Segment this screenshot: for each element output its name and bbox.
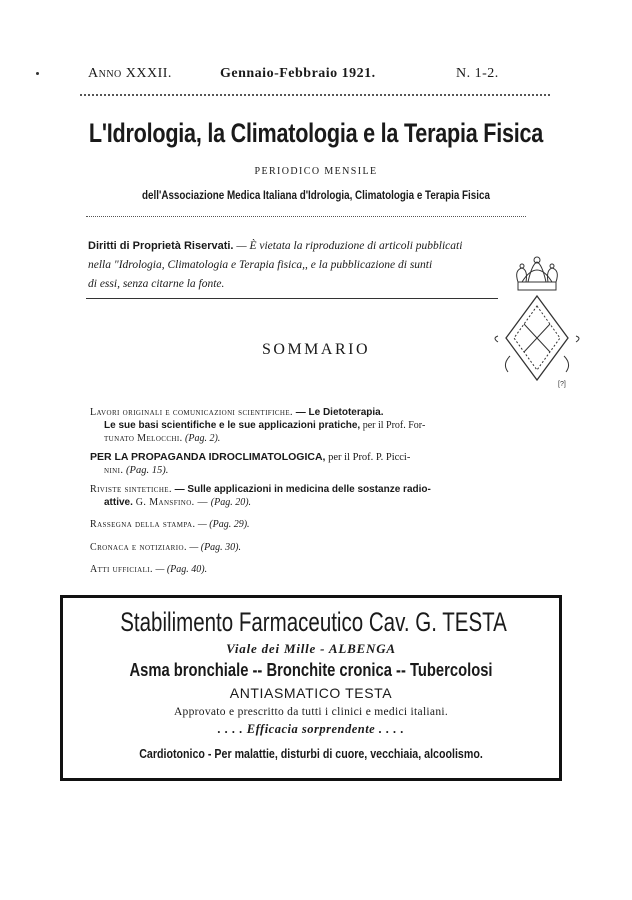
journal-title: L'Idrologia, la Climatologia e la Terapia Fisica	[88, 118, 544, 148]
toc-section: PER LA PROPAGANDA IDROCLIMATOLOGICA,	[90, 451, 326, 463]
rights-label: Diritti di Proprietà Riservati.	[88, 240, 234, 252]
rights-divider	[86, 298, 498, 299]
volume-year: Anno XXXII.	[88, 66, 172, 81]
toc-entry-4	[90, 518, 250, 531]
toc-page: (Pag. 15).	[126, 465, 169, 476]
issue-number: N. 1-2.	[456, 66, 499, 81]
rights-text-2: nella "Idrologia, Climatologia e Terapia fisica,, e la pubblicazione di sunti	[88, 259, 433, 271]
toc-section: Atti ufficiali.	[90, 564, 153, 575]
toc-page: — (Pag. 40).	[152, 564, 208, 575]
toc-article-subtitle: attive.	[104, 497, 133, 508]
ink-speck	[36, 72, 39, 75]
association-line: dell'Associazione Medica Italiana d'Idrologia, Climatologia e Terapia Fisica	[142, 188, 490, 202]
toc-section: Cronaca e notiziario.	[90, 542, 187, 553]
ad-address: Viale dei Mille - ALBENGA	[226, 641, 396, 656]
ad-approval: Approvato e prescritto da tutti i clinici e medici italiani.	[173, 706, 449, 718]
ad-cardiotonic: Cardiotonico - Per malattie, disturbi di cuore, vecchiaia, alcoolismo.	[139, 746, 483, 761]
toc-author: tunato Melocchi.	[104, 433, 183, 444]
toc-author-prefix: per il Prof. For-	[360, 420, 426, 431]
rights-line-2	[88, 259, 432, 271]
ad-product-name: ANTIASMATICO TESTA	[229, 685, 393, 701]
toc-page: (Pag. 2).	[185, 433, 221, 444]
contents-heading: SOMMARIO	[261, 341, 370, 358]
ad-company-name: Stabilimento Farmaceutico Cav. G. TESTA	[120, 607, 507, 637]
toc-page: (Pag. 20).	[210, 497, 252, 508]
toc-author-prefix: per il Prof. P. Picci-	[325, 452, 411, 463]
toc-entry-1	[90, 406, 425, 445]
toc-article-subtitle: Le sue basi scientifiche e le sue applicazioni pratiche,	[104, 420, 361, 431]
rights-line-3	[88, 278, 224, 290]
toc-entry-2	[90, 451, 410, 477]
ad-indications: Asma bronchiale -- Bronchite cronica -- Tubercolosi	[129, 660, 493, 680]
toc-author: nini.	[104, 465, 124, 476]
header-divider	[80, 94, 550, 96]
ad-efficacy-text: Efficacia sorprendente	[246, 722, 376, 736]
toc-article-title: — Le Dietoterapia.	[292, 407, 384, 418]
masthead-divider	[86, 216, 526, 217]
toc-section: Lavori originali e comunicazioni scientifiche.	[90, 407, 293, 418]
rights-text-1: — È vietata la riproduzione di articoli pubblicati	[233, 240, 463, 252]
issue-date: Gennaio-Febbraio 1921.	[220, 66, 376, 81]
toc-article-title: — Sulle applicazioni in medicina delle sostanze radio-	[171, 484, 431, 495]
ad-efficacy: . . . . Efficacia sorprendente . . . .	[217, 722, 405, 736]
crown-emblem-icon	[488, 252, 586, 392]
toc-author: G. Mansfino. —	[132, 497, 211, 508]
toc-section: Riviste sintetiche.	[90, 484, 172, 495]
toc-page: — (Pag. 30).	[186, 542, 242, 553]
journal-subtitle: PERIODICO MENSILE	[254, 166, 378, 177]
toc-section: Rassegna della stampa.	[90, 519, 196, 530]
toc-entry-6	[90, 563, 207, 576]
toc-page: — (Pag. 29).	[195, 519, 250, 530]
toc-entry-3	[90, 483, 431, 509]
rights-line-1	[88, 240, 462, 252]
svg-text:[?]: [?]	[558, 381, 566, 388]
rights-text-3: di essi, senza citarne la fonte.	[88, 278, 225, 290]
toc-entry-5	[90, 541, 241, 554]
